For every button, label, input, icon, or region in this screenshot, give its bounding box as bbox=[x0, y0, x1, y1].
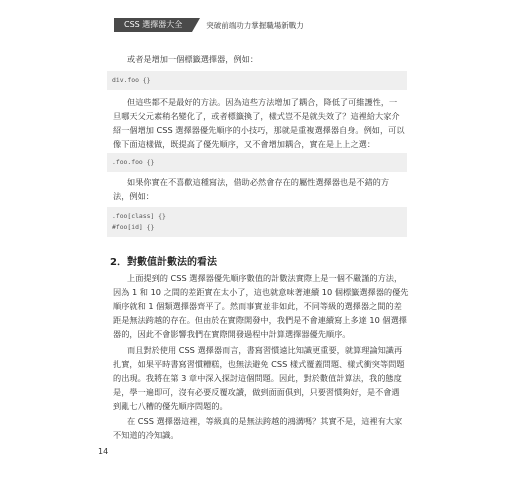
book-subtitle: 突破前端功力掌握職場新戰力 bbox=[206, 20, 304, 30]
code-block-3 bbox=[107, 207, 407, 237]
code-block-1 bbox=[107, 71, 407, 90]
text-line: 距是無法跨越的存在。但由於在實際開發中，我們是不會連續寫上多達 10 個選擇 bbox=[113, 315, 407, 325]
page-number: 14 bbox=[98, 447, 109, 456]
paragraph-1 bbox=[113, 52, 405, 66]
text-line: 如果你實在不喜歡這種寫法，借助必然會存在的屬性選擇器也是不錯的方 bbox=[127, 177, 390, 187]
code-line: .foo.foo {} bbox=[112, 158, 155, 166]
text-line: 扎實，如果平時書寫習慣糟糕，也無法避免 CSS 樣式覆蓋問題、樣式衝突等問題 bbox=[113, 359, 405, 369]
text-line: 是，學一遍即可，沒有必要反覆攻讀，做到面面俱到，只要習慣夠好，是不會遇 bbox=[113, 387, 400, 397]
paragraph-6 bbox=[113, 414, 405, 442]
section-heading: 2．對數值計數法的看法 bbox=[110, 257, 217, 268]
code-line: .foo[class] {} bbox=[112, 212, 166, 220]
text-line: 到亂七八糟的優先順序問題的。 bbox=[113, 401, 228, 411]
paragraph-4 bbox=[113, 271, 409, 341]
code-line: #foo[id] {} bbox=[112, 223, 155, 231]
text-line: 像下面這樣做，既提高了優先順序，又不會增加耦合，實在是上上之選： bbox=[113, 139, 376, 149]
paragraph-3 bbox=[113, 175, 405, 203]
header-divider bbox=[192, 18, 200, 32]
text-line: 順序就和 1 個類選擇器齊平了。然而事實並非如此，不同等級的選擇器之間的差 bbox=[113, 301, 402, 311]
text-line: 因為 1 和 10 之間的差距實在太小了，這也就意味著連續 10 個標籤選擇器的優先 bbox=[113, 287, 409, 297]
code-line: div.foo {} bbox=[112, 76, 151, 84]
text-line: 器的，因此不會影響我們在實際開發過程中計算選擇器優先順序。 bbox=[113, 329, 351, 339]
paragraph-5 bbox=[113, 343, 405, 413]
text-line: 但這些都不是最好的方法。因為這些方法增加了耦合，降低了可維護性，一 bbox=[127, 97, 398, 107]
book-title: CSS 選擇器大全 bbox=[114, 18, 192, 32]
text-line: 不知道的冷知識。 bbox=[113, 430, 179, 440]
running-header bbox=[114, 18, 304, 32]
text-line: 上面提到的 CSS 選擇器優先順序數值的計數法實際上是一個不嚴謹的方法， bbox=[127, 273, 403, 283]
text-line: 紹一個增加 CSS 選擇器優先順序的小技巧，那就是重複選擇器自身。例如，可以 bbox=[113, 125, 405, 135]
text-line: 在 CSS 選擇器這裡，等級真的是無法跨越的鴻溝嗎？其實不是，這裡有大家 bbox=[127, 416, 403, 426]
text-line: 法，例如： bbox=[113, 191, 154, 201]
text-line: 旦哪天父元素稍名變化了，或者標籤換了，樣式豈不是就失效了？這裡給大家介 bbox=[113, 111, 400, 121]
text-line: 的出現。我將在第 3 章中深入探討這個問題。因此，對於數值計算法，我的態度 bbox=[113, 373, 402, 383]
paragraph-2 bbox=[113, 95, 405, 151]
code-block-2 bbox=[107, 153, 407, 172]
text-line: 而且對於使用 CSS 選擇器而言，書寫習慣遠比知識更重要，就算理論知識再 bbox=[127, 345, 403, 355]
text-line: 或者是增加一個標籤選擇器，例如： bbox=[127, 54, 259, 64]
